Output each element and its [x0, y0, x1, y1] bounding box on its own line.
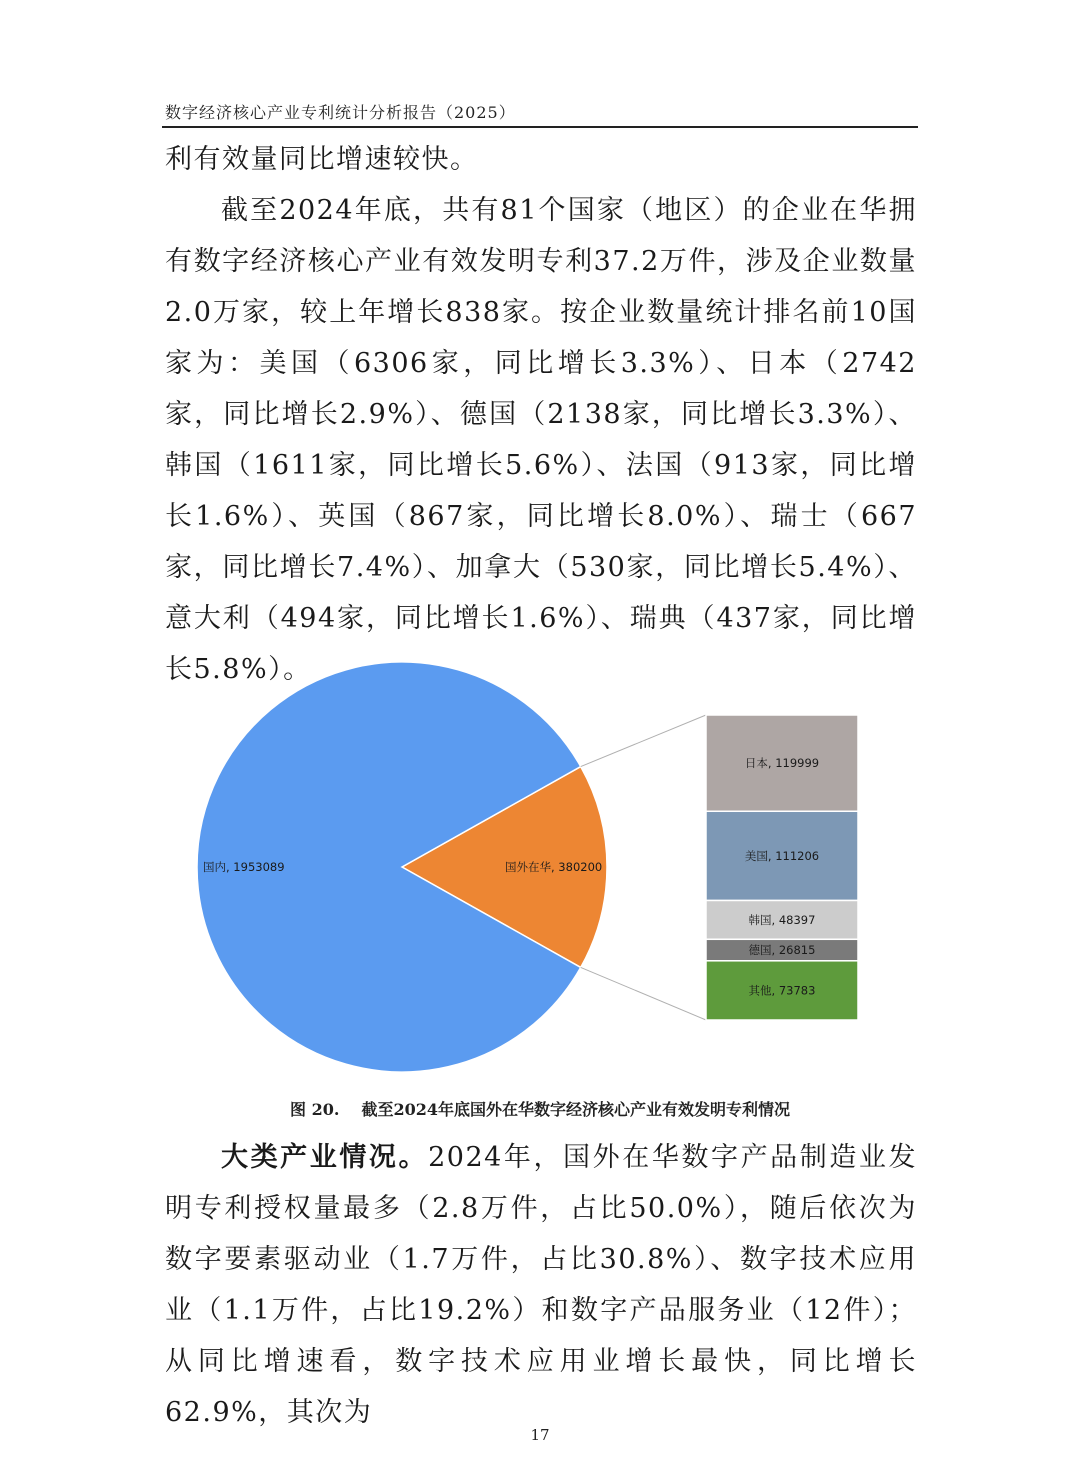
connector-line-bottom: [581, 967, 706, 1020]
bar-segment-label: 其他, 73783: [748, 983, 816, 998]
pie-of-bar-chart: [165, 660, 917, 1080]
paragraph-industry-overview: [165, 1132, 917, 1438]
figure-caption: [0, 1097, 1080, 1120]
bar-segment-label: 日本, 119999: [744, 756, 820, 771]
connector-line-top: [581, 715, 706, 767]
header-rule: [162, 126, 918, 128]
bar-segment-label: 韩国, 48397: [748, 912, 816, 927]
paragraph-foreign-enterprises: 截至2024年底，共有81个国家（地区）的企业在华拥有数字经济核心产业有效发明专利37.2万件，涉及企业数量2.0万家，较上年增长838家。按企业数量统计排名前10国家为：美国（6306家，同比增长3.3%）、日本（2742家，同比增长2.9%）、德国（2138家，同比增长3.3%）、韩国（1611家，同比增长5.6%）、法国（913家，同比增长1.6%）、英国（867家，同比增长8.0%）、瑞士（667家，同比增长7.4%）、加拿大（530家，同比增长5.4%）、意大利（494家，同比增长1.6%）、瑞典（437家，同比增长5.8%）。: [165, 195, 917, 685]
figure-caption-text: 截至2024年底国外在华数字经济核心产业有效发明专利情况: [361, 1100, 790, 1119]
header-title: 数字经济核心产业专利统计分析报告（2025）: [165, 103, 516, 122]
bar-segment-label: 美国, 111206: [744, 848, 820, 863]
text-block-top: [165, 134, 917, 695]
paragraph-body: 2024年，国外在华数字产品制造业发明专利授权量最多（2.8万件，占比50.0%），随后依次为数字要素驱动业（1.7万件，占比30.8%）、数字技术应用业（1.1万件，占比19.2%）和数字产品服务业（12件）；从同比增速看，数字技术应用业增长最快，同比增长62.9%，其次为: [165, 1142, 917, 1428]
text-block-bottom: [165, 1132, 917, 1438]
paragraph-continuation: 利有效量同比增速较快。: [165, 144, 479, 175]
pie-label-foreign: 国外在华, 380200: [505, 860, 603, 874]
figure-pie-chart: [165, 660, 917, 1080]
paragraph-lead: 大类产业情况。: [221, 1142, 429, 1173]
bar-segment-label: 德国, 26815: [748, 943, 816, 958]
page-number: 17: [530, 1426, 550, 1444]
figure-number: 图 20.: [290, 1100, 340, 1119]
pie-label-domestic: 国内, 1953089: [203, 860, 285, 874]
